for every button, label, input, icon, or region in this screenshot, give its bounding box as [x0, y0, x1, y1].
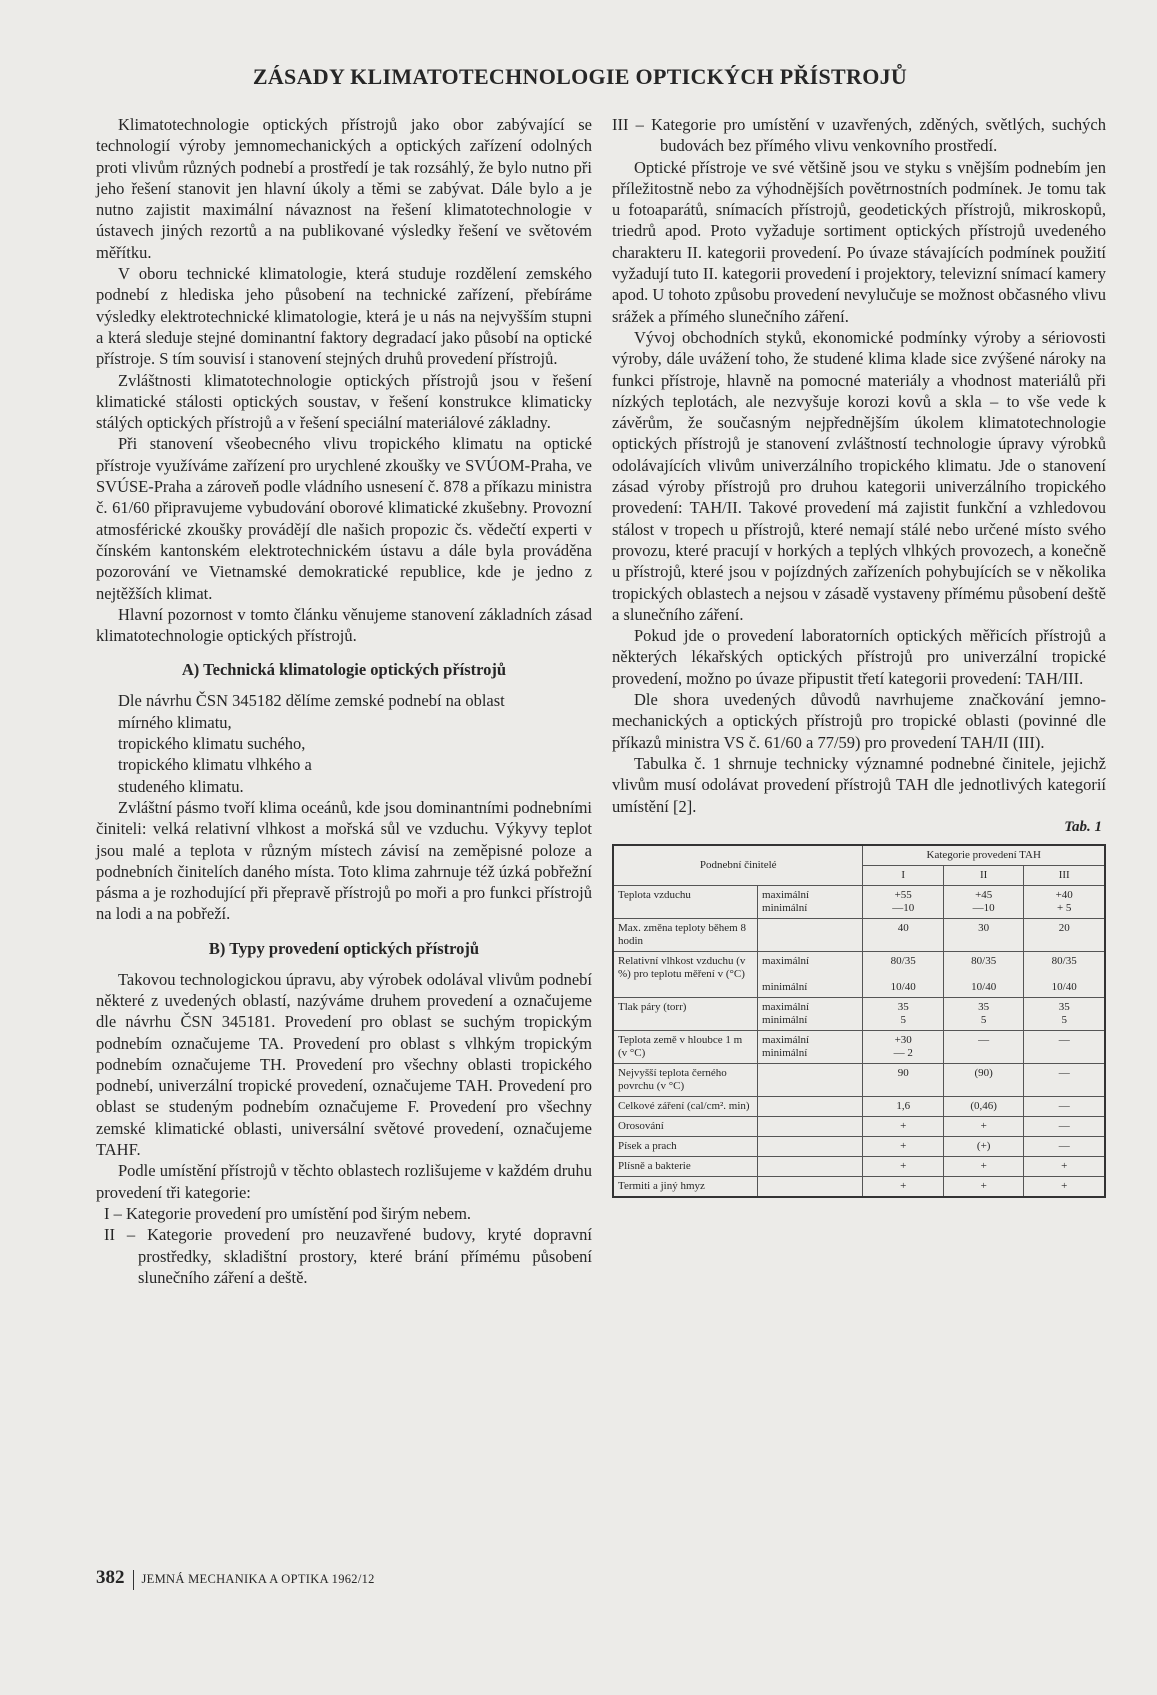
table-row	[613, 1116, 1105, 1136]
table-cell-sub	[758, 1063, 863, 1096]
table-cell-value: 80/35 10/40	[943, 951, 1023, 997]
table-cell-value: +30 — 2	[863, 1030, 943, 1063]
paragraph: Optické přístroje ve své většině jsou ve styku s vnějším podnebím jen příležitostně nebo za výhodnějších povětrnostních podmínek. Je tomu tak u fotoaparátů, snímacích přístrojů, geodetických přístrojů, mikroskopů, triedrů apod. Proto vyžaduje sortiment optických přístrojů uvedeného charakteru II. kategorii provedení. Po úvaze stávajících podmínek použití vyžadují tuto II. kategorii provedení i projektory, televizní snímací kamery apod. U tohoto způsobu provedení nevylučuje se možnost občasného vlivu srážek a přímého slunečního záření.	[612, 157, 1106, 326]
table-cell-factor: Plísně a bakterie	[613, 1156, 758, 1176]
paragraph: Hlavní pozornost v tomto článku věnujeme stanovení základních zásad klimatotechnologie optických přístrojů.	[96, 604, 592, 646]
table-cell-sub: maximální minimální	[758, 1030, 863, 1063]
right-column	[612, 114, 1106, 1198]
table-cell-factor: Nejvyšší teplota černého povrchu (v °C)	[613, 1063, 758, 1096]
table-cell-value: 35 5	[1024, 997, 1105, 1030]
table-row	[613, 918, 1105, 951]
table-cell-value: +	[1024, 1176, 1105, 1197]
paragraph: Dle shora uvedených důvodů navrhujeme značkování jemno-mechanických a optických přístrojů pro tropické oblasti (povinné dle příkazů ministra VS č. 61/60 a 77/59) pro provedení TAH/II (III).	[612, 690, 1106, 752]
table-row	[613, 997, 1105, 1030]
section-heading-b: B) Typy provedení optických přístrojů	[208, 938, 480, 958]
table-cell-value: —	[943, 1030, 1023, 1063]
left-column	[96, 114, 592, 1288]
table-cell-value: (90)	[943, 1063, 1023, 1096]
table-row	[613, 1176, 1105, 1197]
table-header-col: II	[943, 865, 1023, 885]
table-cell-sub: maximální minimální	[758, 885, 863, 918]
table-cell-sub: maximální minimální	[758, 951, 863, 997]
table-cell-factor: Orosování	[613, 1116, 758, 1136]
table-cell-value: 30	[943, 918, 1023, 951]
list-item: studeného klimatu.	[118, 776, 244, 796]
table-cell-value: 35 5	[863, 997, 943, 1030]
paragraph: Vývoj obchodních styků, ekonomické podmínky výroby a sériovosti výroby, dále uvážení toho, že studené klima klade sice zvýšené nároky na funkci přístroje, hlavně na pomocné materiály a vhodnost materiálů při nízkých teplotách, ale nezvyšuje korozi kovů a skla – to vše vede k závěrům, že současným nejpřednějším úkolem klimatotechnologie optických přístrojů je stanovení zvláštností technologie úpravy výrobků odolávajících vlivům univerzálního tropického klimatu. Jde o stanovení zásad výroby přístrojů pro druhou kategorii univerzálního tropického provedení: TAH/II. Takové provedení má zajistit funkční a vzhledovou stálost v tropech u přístrojů, které nemají stálé nebo určené místo svého provozu, které pracují v horkých a teplých vlhkých provozech, a konečně u přístrojů, které jsou v pojízdných zařízeních pohybujících se v několika tropických oblastech a nejsou v zásadě vystaveny přímému působení deště a slunečního záření.	[612, 327, 1106, 624]
table-cell-value: (+)	[943, 1136, 1023, 1156]
paragraph: V oboru technické klimatologie, která studuje rozdělení zemského podnebí z hlediska jeho působení na technické zařízení, přebíráme výsledky elektrotechnické klimatologie, která je u nás na nejvyšším stupni a která sleduje stejné dominantní faktory degradací jako působí na optické přístroje. S tím souvisí i stanovení stejných druhů provedení přístrojů.	[96, 264, 592, 369]
table-cell-factor: Max. změna teploty během 8 hodin	[613, 918, 758, 951]
table-body	[613, 885, 1105, 1197]
table-header-col: I	[863, 865, 943, 885]
list-item: mírného klimatu,	[118, 712, 232, 732]
table-row	[613, 1156, 1105, 1176]
table-cell-value: (0,46)	[943, 1096, 1023, 1116]
table-cell-factor: Písek a prach	[613, 1136, 758, 1156]
list-item: tropického klimatu vlhkého a	[118, 755, 312, 775]
table-cell-value: +45 —10	[943, 885, 1023, 918]
list-item: II – Kategorie provedení pro neuzavřené budovy, kryté dopravní prostředky, skladištní prostory, které brání přímému působení slunečního záření a deště.	[104, 1225, 592, 1287]
paragraph: Klimatotechnologie optických přístrojů jako obor zabývající se technologií výroby jemnomechanických a optických zařízení odolných proti vlivům různých podnebí a prostředí je tak rozsáhlý, že bylo nutno při jeho řešení stanovit jen hlavní úkoly a těmi se zabývat. Dále bylo a je nutno zajistit maximální návaznost na řešení klimatotechnologie v ústavech jiných rezortů a na publikované výsledky řešení ve světovém měřítku.	[96, 115, 592, 262]
paragraph: Tabulka č. 1 shrnuje technicky významné podnebné činitele, jejichž vlivům musí odolávat provedení přístrojů TAH dle jednotlivých kategorií umístění [2].	[612, 753, 1106, 816]
climate-list	[96, 712, 592, 797]
page-footer	[96, 1567, 375, 1590]
table-cell-sub	[758, 1156, 863, 1176]
table-cell-value: 80/35 10/40	[863, 951, 943, 997]
category-list	[96, 1203, 592, 1288]
table-cell-value: +	[943, 1176, 1023, 1197]
table-cell-value: +	[863, 1176, 943, 1197]
table-row	[613, 885, 1105, 918]
table-cell-value: —	[1024, 1136, 1105, 1156]
paragraph: Zvláštnosti klimatotechnologie optických přístrojů jsou v řešení klimatické stálosti optických soustav, v řešení konstrukce klimaticky stálých optických přístrojů a v řešení speciální materiálové základny.	[96, 370, 592, 433]
list-item: tropického klimatu suchého,	[118, 734, 306, 754]
table-cell-sub	[758, 1176, 863, 1197]
table-cell-value: +	[863, 1136, 943, 1156]
category-list-continued	[612, 114, 1106, 157]
article-title: ZÁSADY KLIMATOTECHNOLOGIE OPTICKÝCH PŘÍSTROJŮ	[252, 64, 908, 89]
table-cell-value: +	[863, 1156, 943, 1176]
table-cell-factor: Teplota země v hloubce 1 m (v °C)	[613, 1030, 758, 1063]
table-header-factor: Podnební činitelé	[613, 845, 863, 886]
table-cell-factor: Teplota vzduchu	[613, 885, 758, 918]
table-cell-value: —	[1024, 1116, 1105, 1136]
table-cell-value: —	[1024, 1063, 1105, 1096]
table-cell-value: 40	[863, 918, 943, 951]
table-cell-sub	[758, 1116, 863, 1136]
table-label: Tab. 1	[1064, 818, 1102, 835]
journal-name: JEMNÁ MECHANIKA A OPTIKA 1962/12	[141, 1572, 375, 1587]
paragraph: Takovou technologickou úpravu, aby výrobek odolával vlivům podnebí některé z uvedených oblastí, nazýváme druhem provedení a označujeme dle návrhu ČSN 345181. Provedení pro oblast se suchým tropickým podnebím označujeme TA. Provedení pro oblast s vlhkým tropickým podnebím označujeme TH. Provedení pro všechny oblasti tropického podnebí, univerzální tropické provedení, označujeme TAH. Provedení pro oblast se studeným podnebím označujeme F. Provedení pro všechny zemské klimatické oblasti, universální světové provedení, označujeme TAHF.	[96, 969, 592, 1160]
table-cell-value: —	[1024, 1030, 1105, 1063]
section-heading-a: A) Technická klimatologie optických přístrojů	[181, 660, 507, 680]
table-cell-sub: maximální minimální	[758, 997, 863, 1030]
list-item: III – Kategorie pro umístění v uzavřených, zděných, světlých, suchých budovách bez přímého vlivu venkovního prostředí.	[612, 115, 1106, 156]
paragraph: Zvláštní pásmo tvoří klima oceánů, kde jsou dominantními podnebními činiteli: velká relativní vlhkost a mořská sůl ve vzduchu. Výkyvy teplot jsou malé a teplota v různým místech závisí na zeměpisné poloze a podnebních činitelích daného místa. Toto klima zahrnuje též úzká pobřežní pásma a je rozhodující při přepravě přístrojů po moři a pro funkci přístrojů na lodi a na pobřeží.	[96, 797, 592, 924]
table-cell-factor: Tlak páry (torr)	[613, 997, 758, 1030]
table-cell-factor: Termiti a jiný hmyz	[613, 1176, 758, 1197]
table-cell-value: 35 5	[943, 997, 1023, 1030]
paragraph: Podle umístění přístrojů v těchto oblastech rozlišujeme v každém druhu provedení tři kategorie:	[96, 1161, 592, 1202]
table-cell-factor: Relativní vlhkost vzduchu (v %) pro teplotu měření v (°C)	[613, 951, 758, 997]
table-cell-value: 20	[1024, 918, 1105, 951]
table-cell-value: +40 + 5	[1024, 885, 1105, 918]
paragraph: Při stanovení všeobecného vlivu tropického klimatu na optické přístroje využíváme zařízení pro urychlené zkoušky ve SVÚOM-Praha, ve SVÚSE-Praha a zároveň podle vládního usnesení č. 878 a příkazu ministra č. 61/60 připravujeme vybudování oborové klimatické zkušebny. Provozní atmosférické zkoušky provádějí dle našich propozic čs. vědečtí experti v čínském kantonském elektrotechnickém ústavu a dále byla prováděna pozorování ve Vietnamské demokratické republice, kde je jedno z nejtěžších klimat.	[96, 434, 592, 603]
table-cell-value: 1,6	[863, 1096, 943, 1116]
footer-divider	[133, 1570, 134, 1590]
table-cell-sub	[758, 918, 863, 951]
table-cell-sub	[758, 1136, 863, 1156]
table-cell-value: +	[943, 1156, 1023, 1176]
table-cell-value: 80/35 10/40	[1024, 951, 1105, 997]
paragraph: Pokud jde o provedení laboratorních optických měřicích přístrojů a některých lékařských optických přístrojů pro univerzální tropické provedení, možno po úvaze připustit třetí kategorii provedení: TAH/III.	[612, 626, 1106, 688]
table-row	[613, 1063, 1105, 1096]
table-cell-value: +	[943, 1116, 1023, 1136]
climate-factors-table	[612, 844, 1106, 1198]
table-row	[613, 1136, 1105, 1156]
table-row	[613, 951, 1105, 997]
table-cell-sub	[758, 1096, 863, 1116]
table-cell-value: +	[1024, 1156, 1105, 1176]
table-cell-value: 90	[863, 1063, 943, 1096]
table-cell-value: +	[863, 1116, 943, 1136]
table-header-col: III	[1024, 865, 1105, 885]
table-cell-factor: Celkové záření (cal/cm². min)	[613, 1096, 758, 1116]
table-cell-value: —	[1024, 1096, 1105, 1116]
table-row	[613, 1096, 1105, 1116]
table-cell-value: +55 —10	[863, 885, 943, 918]
paragraph: Dle návrhu ČSN 345182 dělíme zemské podnebí na oblast	[118, 691, 505, 711]
table-row	[613, 1030, 1105, 1063]
list-item: I – Kategorie provedení pro umístění pod širým nebem.	[104, 1203, 472, 1223]
table-header-group: Kategorie provedení TAH	[863, 845, 1105, 866]
page-number: 382	[96, 1567, 125, 1588]
